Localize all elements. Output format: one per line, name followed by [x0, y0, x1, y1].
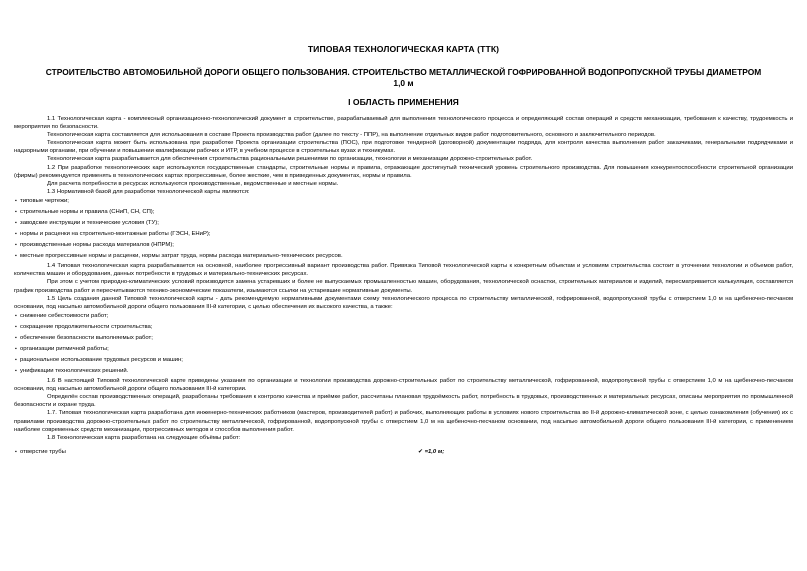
paragraph-1-4: 1.4 Типовая технологическая карта разрабатывается на основной, наиболее прогрессивный вариант производства работ. Привязка Типовой технологической карты к конкретным объектам и условиям строительства состоит в уточнении технологии и объемов работ, количества машин и оборудования, данных потребности в трудовых и материально-технических ресурсах.: [14, 263, 793, 278]
list-item: ▪ производственные нормы расхода материалов (НПРМ);: [20, 240, 793, 251]
volume-value: ✔ =1,0 м;: [418, 448, 445, 455]
paragraph-1-7: 1.7. Типовая технологическая карта разработана для инженерно-технических работников (мастеров, производителей работ) и рабочих, выполняющих работы в условиях нового строительства во II-й дорожно-климатической зоне, с целью ознакомления (обучения) их с правилами производства дорожно-строительных работ по строительству металлической, гофрированной, водопропускной трубы с отверстием 1,0 м на щебеночно-песчаном основании, под насыпью автомобильной дороги общего пользования III-й категории, с применением наиболее современных средств механизации, прогрессивных методов и способов выполнения работ.: [14, 410, 793, 433]
paragraph-1-2b: Для расчета потребности в ресурсах используются производственные, ведомственные и местные нормы.: [47, 180, 339, 187]
list-item: ▪ унификации технологических решений.: [20, 366, 793, 377]
goals-list: [14, 311, 793, 377]
paragraph-1-4b: При этом с учетом природно-климатических условий производится замена устаревших и более не выпускаемых промышленностью машин, оборудования, технологической оснастки, строительных материалов и изделий, пересматривается калькуляция, составляется график производства работ и пересчитываются технико-экономические показатели, изымаются ссылки на устаревшие нормативные документы.: [14, 279, 793, 294]
paragraph-1-1d: Технологическая карта разрабатывается для обеспечения строительства рациональными решениями по организации, технологии и механизации дорожно-строительных работ.: [47, 156, 533, 163]
volume-label: ▪ отверстие трубы: [20, 448, 66, 456]
document-body: [14, 115, 793, 458]
list-item: ▪ нормы и расценки на строительно-монтажные работы (ГЭСН, ЕНиР);: [20, 229, 793, 240]
list-item: ▪ строительные нормы и правила (СНиП, СН, СП);: [20, 207, 793, 218]
list-item: ▪ обеспечение безопасности выполняемых работ;: [20, 333, 793, 344]
paragraph-1-6: 1.6 В настоящей Типовой технологической карте приведены указания по организации и технологии производства дорожно-строительных работ по строительству металлической, гофрированной, водопропускной трубы с отверстием 1,0 м на щебеночно-песчаном основании, под насыпью автомобильной дороги общего пользования III-й категории.: [14, 378, 793, 393]
list-item: ▪ типовые чертежи;: [20, 196, 793, 207]
paragraph-1-6b: Определён состав производственных операций, разработаны требования к контролю качества и приёмке работ, рассчитаны плановая трудоёмкость работ, потребность в трудовых, производственных и материальных ресурсах, описаны мероприятия по промышленной безопасности и охране труда.: [14, 394, 793, 409]
section-heading: I ОБЛАСТЬ ПРИМЕНЕНИЯ: [348, 97, 459, 107]
list-item: ▪ рациональное использование трудовых ресурсов и машин;: [20, 355, 793, 366]
paragraph-1-1: 1.1 Технологическая карта - комплексный организационно-технологический документ в строительстве, разрабатываемый для выполнения технологического процесса и определяющий состав операций и средств механизации, требования к качеству, трудоемкость и мероприятия по безопасности.: [14, 116, 793, 131]
paragraph-1-8: 1.8 Технологическая карта разработана на следующие объёмы работ:: [47, 434, 241, 441]
paragraph-1-2: 1.2 При разработке технологических карт используются государственные стандарты, строительные нормы и правила, отражающие достигнутый технический уровень строительного производства. Для повышения конкурентоспособности строительной организации (фирмы) рекомендуется применять в технологических картах прогрессивные, более жесткие, чем в приведенных документах, нормы и правила.: [14, 164, 793, 179]
document-title: ТИПОВАЯ ТЕХНОЛОГИЧЕСКАЯ КАРТА (ТТК): [307, 44, 500, 54]
volume-row: [14, 446, 793, 458]
paragraph-1-3: 1.3 Нормативной базой для разработки технологической карты являются:: [47, 188, 250, 195]
list-item: ▪ организации ритмичной работы;: [20, 344, 793, 355]
paragraph-1-1c: Технологическая карта может быть использована при разработке Проекта организации строительства (ПОС), при подготовке тендерной (договорной) документации подряда, для контроля качества выполнения работ заказчиками, генеральными подрядчиками и надзорными органами, при обучении и повышении квалификации рабочих и ИТР, в учебном процессе в строительных вузах и техникумах.: [14, 140, 793, 155]
normative-base-list: [14, 196, 793, 262]
paragraph-1-5: 1.5 Цель создания данной Типовой технологической карты - дать рекомендуемую нормативными документами схему технологического процесса по строительству металлической, гофрированной, водопропускной трубы с отверстием 1,0 м на щебеночно-песчаном основании, под насыпью автомобильной дороги общего пользования III-й категории, с целью обеспечения их высокого качества, а также:: [14, 295, 793, 310]
document-subtitle: СТРОИТЕЛЬСТВО АВТОМОБИЛЬНОЙ ДОРОГИ ОБЩЕГО ПОЛЬЗОВАНИЯ. СТРОИТЕЛЬСТВО МЕТАЛЛИЧЕСКОЙ ГОФРИРОВАННОЙ ВОДОПРОПУСКНОЙ ТРУБЫ ДИАМЕТРОМ 1,0 м: [45, 67, 762, 88]
list-item: ▪ снижение себестоимости работ;: [20, 311, 793, 322]
list-item: ▪ местные прогрессивные нормы и расценки, нормы затрат труда, нормы расхода материально-технических ресурсов.: [20, 251, 793, 262]
paragraph-1-1b: Технологическая карта составляется для использования в составе Проекта производства работ (далее по тексту - ППР), на выполнение отдельных видов работ подготовительного, основного и заключительного периодов.: [47, 132, 656, 139]
list-item: ▪ заводские инструкции и технические условия (ТУ);: [20, 218, 793, 229]
list-item: ▪ сокращение продолжительности строительства;: [20, 322, 793, 333]
